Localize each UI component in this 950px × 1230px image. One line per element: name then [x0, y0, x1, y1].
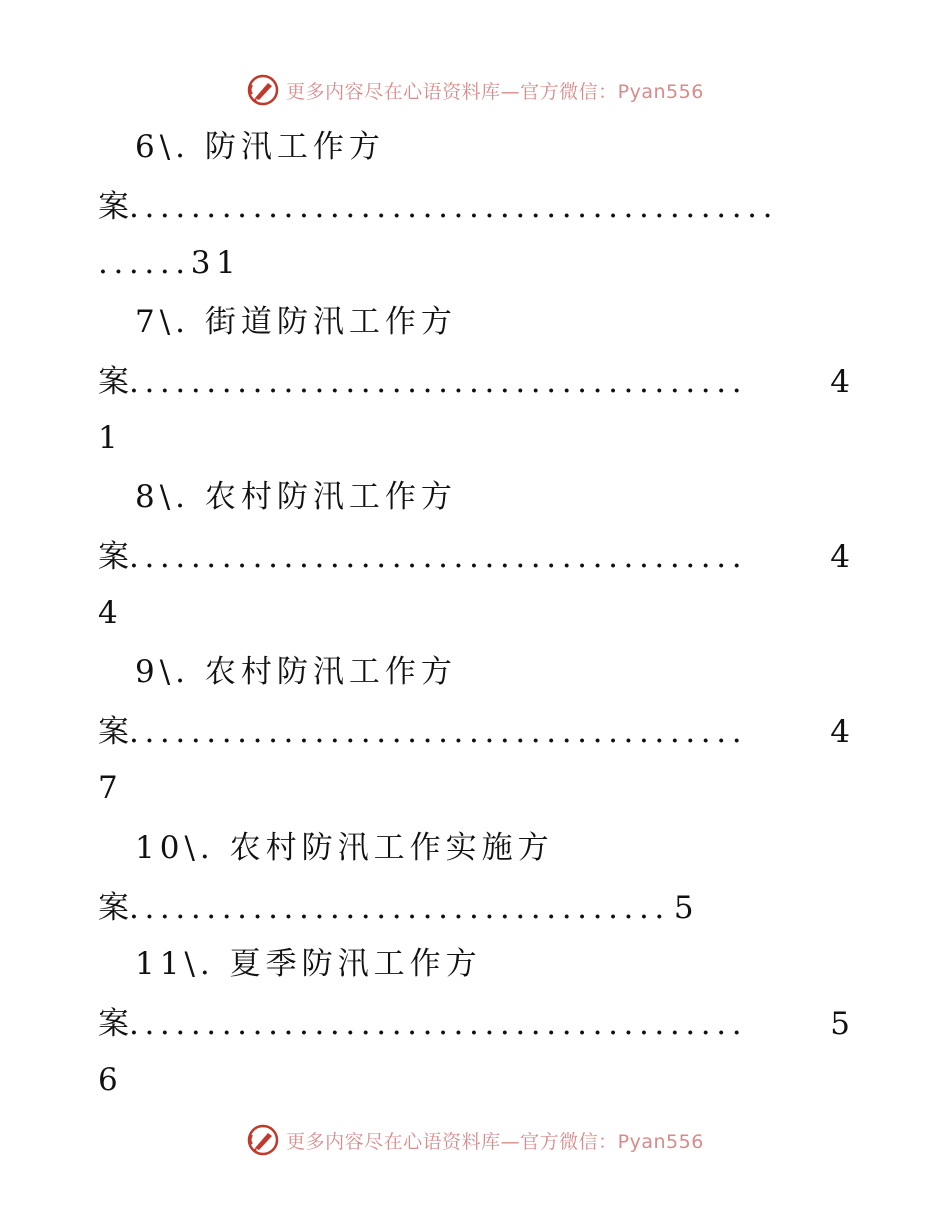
toc-dot-leader: ........................................: [129, 1006, 748, 1042]
toc-entry-page-cont: 1: [98, 420, 122, 456]
footer-watermark: [0, 1120, 950, 1160]
toc-entry-page: 4: [830, 539, 850, 575]
toc-entry-leader: [98, 362, 850, 402]
toc-entry-page: 5: [673, 890, 694, 926]
toc-entry-lead: 案: [98, 714, 129, 750]
toc-dot-leader: ...................................: [129, 890, 670, 926]
toc-dot-leader: ........................................: [129, 539, 748, 575]
toc-entry-title: 6\. 防汛工作方: [135, 129, 385, 165]
toc-dot-leader: ........................................: [129, 714, 748, 750]
toc-dot-leader: ........................................: [129, 364, 748, 400]
toc-entry-page-cont: 7: [98, 770, 122, 806]
toc-entry-page: ......31: [98, 245, 242, 281]
toc-entry-lead: 案: [98, 364, 129, 400]
toc-entry-leader: [98, 712, 850, 752]
toc-entry-title: 10\. 农村防汛工作实施方: [135, 830, 554, 866]
toc-entry-page: 4: [830, 714, 850, 750]
toc-entry-page-cont: 4: [98, 595, 122, 631]
toc-entry-page-cont: 6: [98, 1062, 122, 1098]
toc-entry-lead: 案: [98, 189, 129, 225]
toc-entry-lead: 案: [98, 1006, 129, 1042]
toc-entry-lead: 案: [98, 539, 129, 575]
toc-dot-leader: ..........................................: [129, 189, 779, 225]
toc-entry-title: 11\. 夏季防汛工作方: [135, 946, 482, 982]
watermark-text: 更多内容尽在心语资料库—官方微信：Pyan556: [286, 1130, 704, 1153]
toc-entry-page: 4: [830, 364, 850, 400]
pen-circle-logo-icon: [246, 1123, 280, 1157]
toc-entry-leader: [98, 537, 850, 577]
toc-entry-title: 9\. 农村防汛工作方: [135, 654, 457, 690]
toc-entry-title: 8\. 农村防汛工作方: [135, 479, 457, 515]
toc-entry-leader: [98, 1004, 850, 1044]
toc-entry-lead: 案: [98, 890, 129, 926]
toc-entry-leader: [98, 187, 850, 227]
toc-entry-leader: [98, 888, 694, 928]
toc-entry-page: 5: [830, 1006, 850, 1042]
watermark-text: 更多内容尽在心语资料库—官方微信：Pyan556: [286, 80, 704, 103]
toc-entry-title: 7\. 街道防汛工作方: [135, 304, 457, 340]
